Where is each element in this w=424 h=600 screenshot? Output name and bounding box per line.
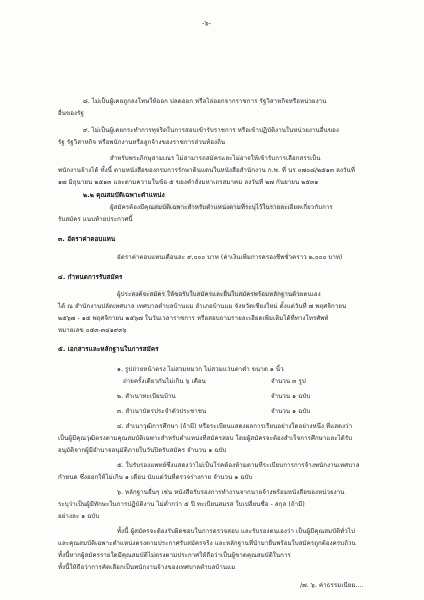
section-5-heading: ๕. เอกสารและหลักฐานในการสมัคร [58, 346, 159, 353]
doc-4-line-1: ๔. สำเนาวุฒิการศึกษา (ถ้ามี) หรือระเบียนแสดงผลการเรียนอย่างใดอย่างหนึ่ง ที่แสดงว่า [117, 423, 353, 430]
monk-note-line-1: สำหรับพระภิกษุสามเณร ไม่สามารถสมัครและไม่อาจให้เข้ารับการเลือกสรรเป็น [110, 155, 321, 162]
section-2-2-heading: ๒.๒ คุณสมบัติเฉพาะตำแหน่ง [83, 192, 165, 199]
doc-6-line-3: อย่างละ ๑ ฉบับ [58, 513, 100, 520]
doc-3-count: จำนวน ๑ ฉบับ [271, 408, 311, 415]
item-9-line-1: ๙. ไม่เป็นผู้เคยกระทำการทุจริตในการสอบเข้ารับราชการ หรือเข้าปฏิบัติงานในหน่วยงานอื่นของ [83, 127, 339, 134]
doc-6-line-2: ระบุว่าเป็นผู้มีทักษะในการปฏิบัติงาน ไม่ต่ำกว่า ๕ ปี ทะเบียนสมรส ใบเปลี่ยนชื่อ - สกุล (ถ้ามี) [58, 501, 305, 508]
next-page-marker: /๗. ๖. ค่าธรรมเนียม.... [300, 582, 364, 589]
doc-4-line-2: เป็นผู้มีคุณวุฒิตรงตามคุณสมบัติเฉพาะสำหรับตำแหน่งที่สมัครสอบ โดยผู้สมัครจะต้องสำเร็จการศึกษาและได้รับ [58, 435, 353, 442]
responsibility-line-4: ทั้งนี้ให้ถือว่าการคัดเลือกเป็นพนักงานจ้างของเทศบาลตำบลบ้านแม [58, 564, 236, 571]
section-4-line-4: หมายเลข ๐๕๓-๓๔๑๙๓๖ [58, 327, 127, 334]
scan-smudge [130, 290, 300, 297]
item-8-line-2: อื่นของรัฐ [58, 110, 84, 117]
section-4-line-1: ผู้ประสงค์จะสมัคร ให้ขอรับใบสมัครและยื่นใบสมัครพร้อมหลักฐานด้วยตนเอง [117, 291, 321, 298]
item-8-line-1: ๘. ไม่เป็นผู้เคยถูกลงโทษให้ออก ปลดออก หรือไล่ออกจากราชการ รัฐวิสาหกิจหรือหน่วยงาน [83, 98, 327, 105]
responsibility-line-2: และคุณสมบัติเฉพาะตำแหน่งตรงตามประกาศรับสมัครจริง และหลักฐานที่นำมายื่นพร้อมใบสมัครถูกต้องครบถ้วน [58, 540, 356, 547]
doc-2-count: จำนวน ๑ ฉบับ [271, 393, 311, 400]
doc-6-line-1: ๖. หลักฐานอื่นๆ เช่น หนังสือรับรองการทำงานจากนายจ้างพร้อมหนังสือของหน่วยงาน [117, 489, 345, 496]
doc-3-line: ๓. สำเนาบัตรประจำตัวประชาชน [117, 408, 207, 415]
doc-2-line: ๒. สำเนาทะเบียนบ้าน [117, 393, 176, 400]
section-4-line-2: ได้ ณ สำนักงานปลัดเทศบาล เทศบาลตำบลบ้านแม อำเภอบ้านแม จังหวัดเชียงใหม่ ตั้งแต่วันที่ ๗ พฤศจิกายน [58, 303, 347, 310]
doc-1-count: จำนวน ๓ รูป [271, 378, 306, 385]
section-2-2-line-2: รับสมัคร แนบท้ายประกาศนี้ [58, 216, 133, 223]
section-3-heading: ๓. อัตราค่าตอบแทน [58, 236, 116, 243]
responsibility-line-3: ทั้งนี้หากผู้สมัครรายใดมีคุณสมบัติไม่ตรงตามประกาศให้ถือว่าเป็นผู้ขาดคุณสมบัติในการ [58, 552, 291, 559]
section-4-heading: ๔. กำหนดการรับสมัคร [58, 274, 123, 281]
monk-note-line-3: ๑๗ มิถุนายน ๒๕๑๓ และตามความในข้อ ๕ ของคำสั่งมหาเถรสมาคม ลงวันที่ ๒๗ กันยายน ๒๕๓๑ [58, 179, 319, 186]
page-number: -๖- [202, 19, 212, 27]
doc-5-line-2: กำหนด ซึ่งออกให้ไม่เกิน ๑ เดือน นับแต่วันที่ตรวจร่างกาย จำนวน ๑ ฉบับ [58, 474, 253, 481]
section-3-line-1: อัตราค่าตอบแทนเดือนละ ๙,๐๐๐ บาท (ค่าเงินเพิ่มการครองชีพชั่วคราว ๒,๐๐๐ บาท) [117, 254, 343, 261]
section-2-2-line-1: ผู้สมัครต้องมีคุณสมบัติเฉพาะสำหรับตำแหน่งตามที่ระบุไว้ในรายละเอียดเกี่ยวกับการ [110, 204, 333, 211]
item-9-line-2: รัฐ รัฐวิสาหกิจ หรือพนักงานหรือลูกจ้างของราชการส่วนท้องถิ่น [58, 139, 226, 146]
monk-note-line-2: พนักงานจ้างได้ ทั้งนี้ ตามหนังสือของกรมการรักษาดินแดนในหนังสือสำนักงาน ก.พ. ที่ นร ๐๗๐๘/๒๕๑๓ ลงวันที่ [58, 167, 355, 174]
doc-1-line-1: ๑. รูปถ่ายหน้าตรง ไม่สวมหมวก ไม่สวมแว่นตาดำ ขนาด ๑ นิ้ว [117, 366, 284, 373]
section-4-line-3: ๒๕๖๗ - ๑๕ พฤศจิกายน ๒๕๖๗ ในวันเวลาราชการ หรือสอบถามรายละเอียดเพิ่มเติมได้ที่ทางโทรศัพท์ [58, 315, 329, 322]
doc-5-line-1: ๕. ใบรับรองแพทย์ซึ่งแสดงว่าไม่เป็นโรคต้องห้ามตามที่ระเบียบการการจ้างพนักงานเทศบาล [117, 462, 360, 469]
responsibility-line-1: ทั้งนี้ ผู้สมัครจะต้องรับผิดชอบในการตรวจสอบ และรับรองตนเองว่า เป็นผู้มีคุณสมบัติทั่วไป [117, 528, 355, 535]
doc-1-line-2: ถ่ายครั้งเดียวกันไม่เกิน ๖ เดือน [123, 378, 206, 385]
doc-4-line-3: อนุมัติจากผู้มีอำนาจอนุมัติภายในวันปิดรับสมัคร จำนวน ๑ ฉบับ [58, 447, 227, 454]
scan-smudge [150, 203, 290, 210]
